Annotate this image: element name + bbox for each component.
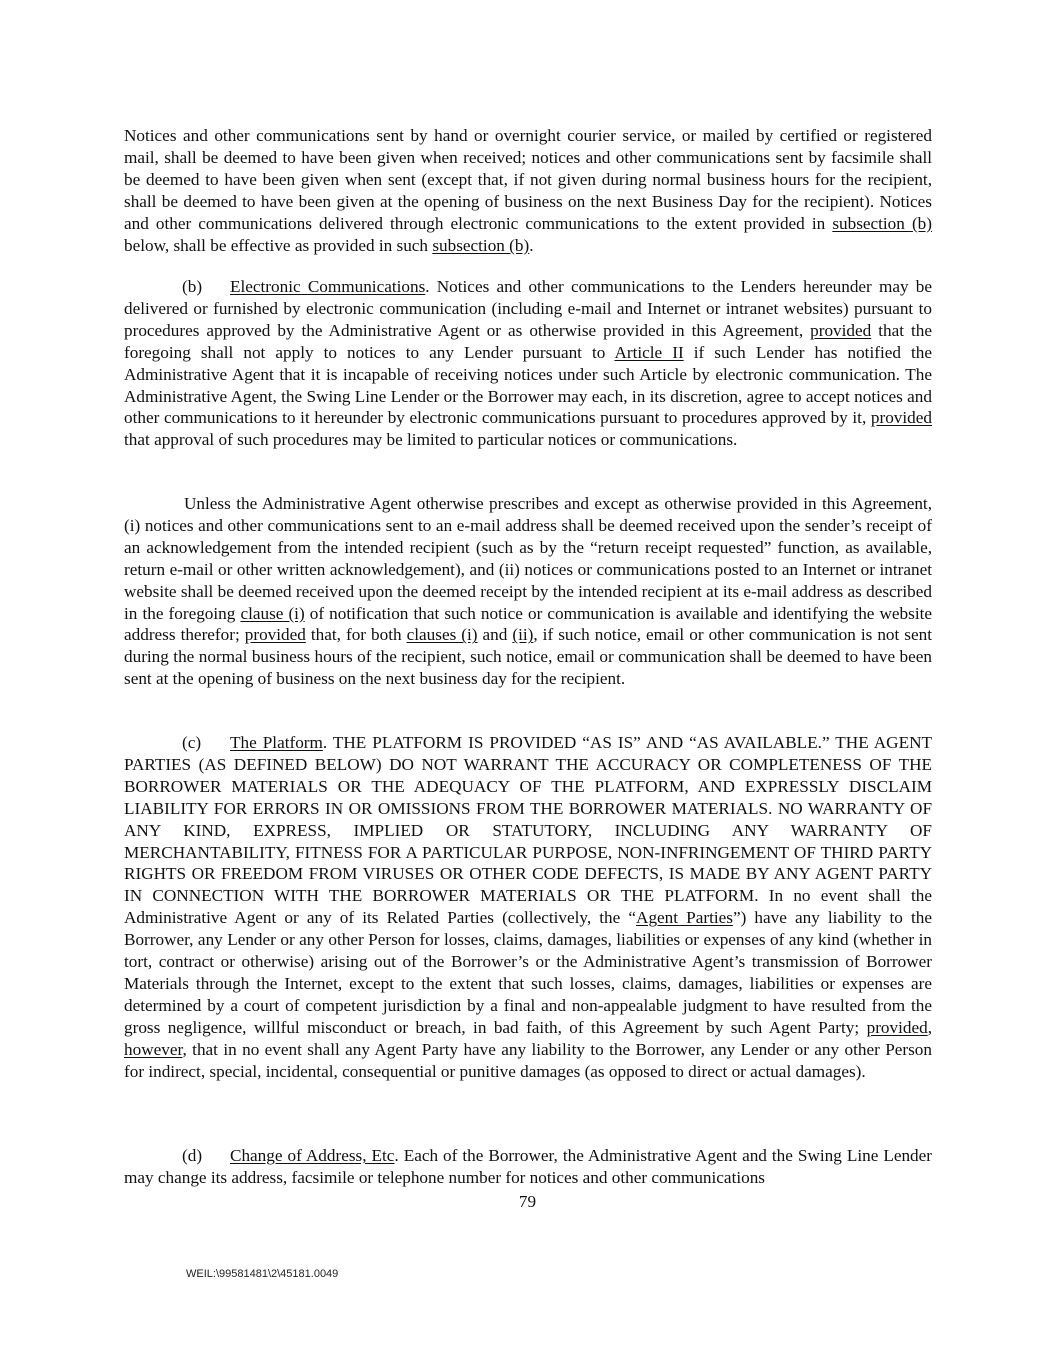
- paragraph-notices-delivery: [124, 125, 932, 256]
- document-footer-id: WEIL:\99581481\2\45181.0049: [186, 1268, 339, 1280]
- text-run: below, shall be effective as provided in such: [124, 235, 433, 255]
- text-run: Unless the Administrative Agent otherwise prescribes and except as otherwise provided in this Agreement, (i) notices and other communications sent to an e-mail address shall be deemed received upon the sender’s receipt of an acknowledgement from the intended recipient (such as by the “return receipt requested” function, as available, return e-mail or other written acknowledgement), and (ii) notices or communications posted to an Internet or intranet website shall be deemed received upon the deemed receipt by the intended recipient at its e-mail address as described in the foregoing: [124, 494, 932, 623]
- cross-reference-article: Article II: [614, 342, 684, 362]
- text-run: that, for both: [305, 625, 407, 645]
- defined-term: provided: [866, 1017, 928, 1037]
- cross-reference-clause: (ii): [512, 625, 534, 645]
- section-label: (d): [182, 1146, 203, 1165]
- text-run: .: [529, 235, 534, 255]
- defined-term: however: [124, 1039, 183, 1059]
- text-run: and: [477, 625, 513, 645]
- text-run: ”) have any liability to the Borrower, any Lender or any other Person for losses, claims, damages, liabilities or expenses of any kind (whether in tort, contract or otherwise) arising out of the Borrower’s or the Administrative Agent’s transmission of Borrower Materials through the Internet, except to the extent that such losses, claims, damages, liabilities or expenses are determined by a court of competent jurisdiction by a final and non-appealable judgment to have resulted from the gross negligence, willful misconduct or breach, in bad faith, of this Agreement by such Agent Party;: [124, 908, 932, 1037]
- text-run: if such Lender has notified the Administrative Agent that it is incapable of receiving notices under such Article by electronic communication. The Administrative Agent, the Swing Line Lender or the Borrower may each, in its discretion, agree to accept notices and other communications to it hereunder by electronic communications pursuant to procedures approved by it,: [124, 342, 932, 428]
- cross-reference-clause: clauses (i): [406, 625, 478, 645]
- paragraph-email-receipt: [124, 493, 932, 690]
- text-run: Notices and other communications sent by hand or overnight courier service, or mailed by certified or registered mail, shall be deemed to have been given when received; notices and other communications sent by facsimile shall be deemed to have been given when sent (except that, if not given during normal business hours for the recipient, shall be deemed to have been given at the opening of business on the next Business Day for the recipient). Notices and other communications delivered through electronic communications to the extent provided in: [124, 126, 932, 233]
- defined-term: provided: [244, 625, 306, 645]
- section-heading: Electronic Communications: [230, 277, 426, 296]
- text-run: that the foregoing shall not apply to notices to any Lender pursuant to: [124, 320, 932, 362]
- section-label: (b): [182, 277, 203, 296]
- section-label: (c): [182, 733, 202, 752]
- paragraph-b-electronic-communications: [124, 276, 932, 451]
- text-run: of notification that such notice or communication is available and identifying the website address therefor;: [124, 603, 933, 645]
- cross-reference-subsection-b: subsection (b): [832, 213, 932, 233]
- text-run: . THE PLATFORM IS PROVIDED “AS IS” AND “AS AVAILABLE.” THE AGENT PARTIES (AS DEFINED BELOW) DO NOT WARRANT THE ACCURACY OR COMPLETENESS OF THE BORROWER MATERIALS OR THE ADEQUACY OF THE PLATFORM, AND EXPRESSLY DISCLAIM LIABILITY FOR ERRORS IN OR OMISSIONS FROM THE BORROWER MATERIALS. NO WARRANTY OF ANY KIND, EXPRESS, IMPLIED OR STATUTORY, INCLUDING ANY WARRANTY OF MERCHANTABILITY, FITNESS FOR A PARTICULAR PURPOSE, NON-INFRINGEMENT OF THIRD PARTY RIGHTS OR FREEDOM FROM VIRUSES OR OTHER CODE DEFECTS, IS MADE BY ANY AGENT PARTY IN CONNECTION WITH THE BORROWER MATERIALS OR THE PLATFORM. In no event shall the Administrative Agent or any of its Related Parties (collectively, the “: [124, 733, 933, 928]
- defined-term: provided: [810, 320, 872, 340]
- text-run: . Each of the Borrower, the Administrative Agent and the Swing Line Lender may change its address, facsimile or telephone number for notices and other communications: [124, 1146, 932, 1187]
- text-run: , if such notice, email or other communication is not sent during the normal business hours of the recipient, such notice, email or communication shall be deemed to have been sent at the opening of business on the next business day for the recipient.: [124, 625, 932, 689]
- page-number: 79: [518, 1192, 537, 1211]
- cross-reference-subsection-b: subsection (b): [432, 235, 530, 255]
- defined-term: Agent Parties: [636, 908, 733, 928]
- text-run: that approval of such procedures may be limited to particular notices or communications.: [124, 430, 738, 450]
- text-run: , that in no event shall any Agent Party have any liability to the Borrower, any Lender or any other Person for indirect, special, incidental, consequential or punitive damages (as opposed to direct or actual damages).: [124, 1039, 932, 1081]
- text-run: ,: [927, 1017, 932, 1037]
- paragraph-d-change-of-address: [124, 1145, 932, 1189]
- defined-term: provided: [870, 408, 932, 428]
- paragraph-c-the-platform: [124, 732, 932, 1083]
- text-run: . Notices and other communications to the Lenders hereunder may be delivered or furnished by electronic communication (including e-mail and Internet or intranet websites) pursuant to procedures approved by the Administrative Agent or as otherwise provided in this Agreement,: [124, 277, 932, 340]
- cross-reference-clause: clause (i): [240, 603, 305, 623]
- section-heading: The Platform: [230, 733, 323, 752]
- section-heading: Change of Address, Etc: [230, 1146, 395, 1165]
